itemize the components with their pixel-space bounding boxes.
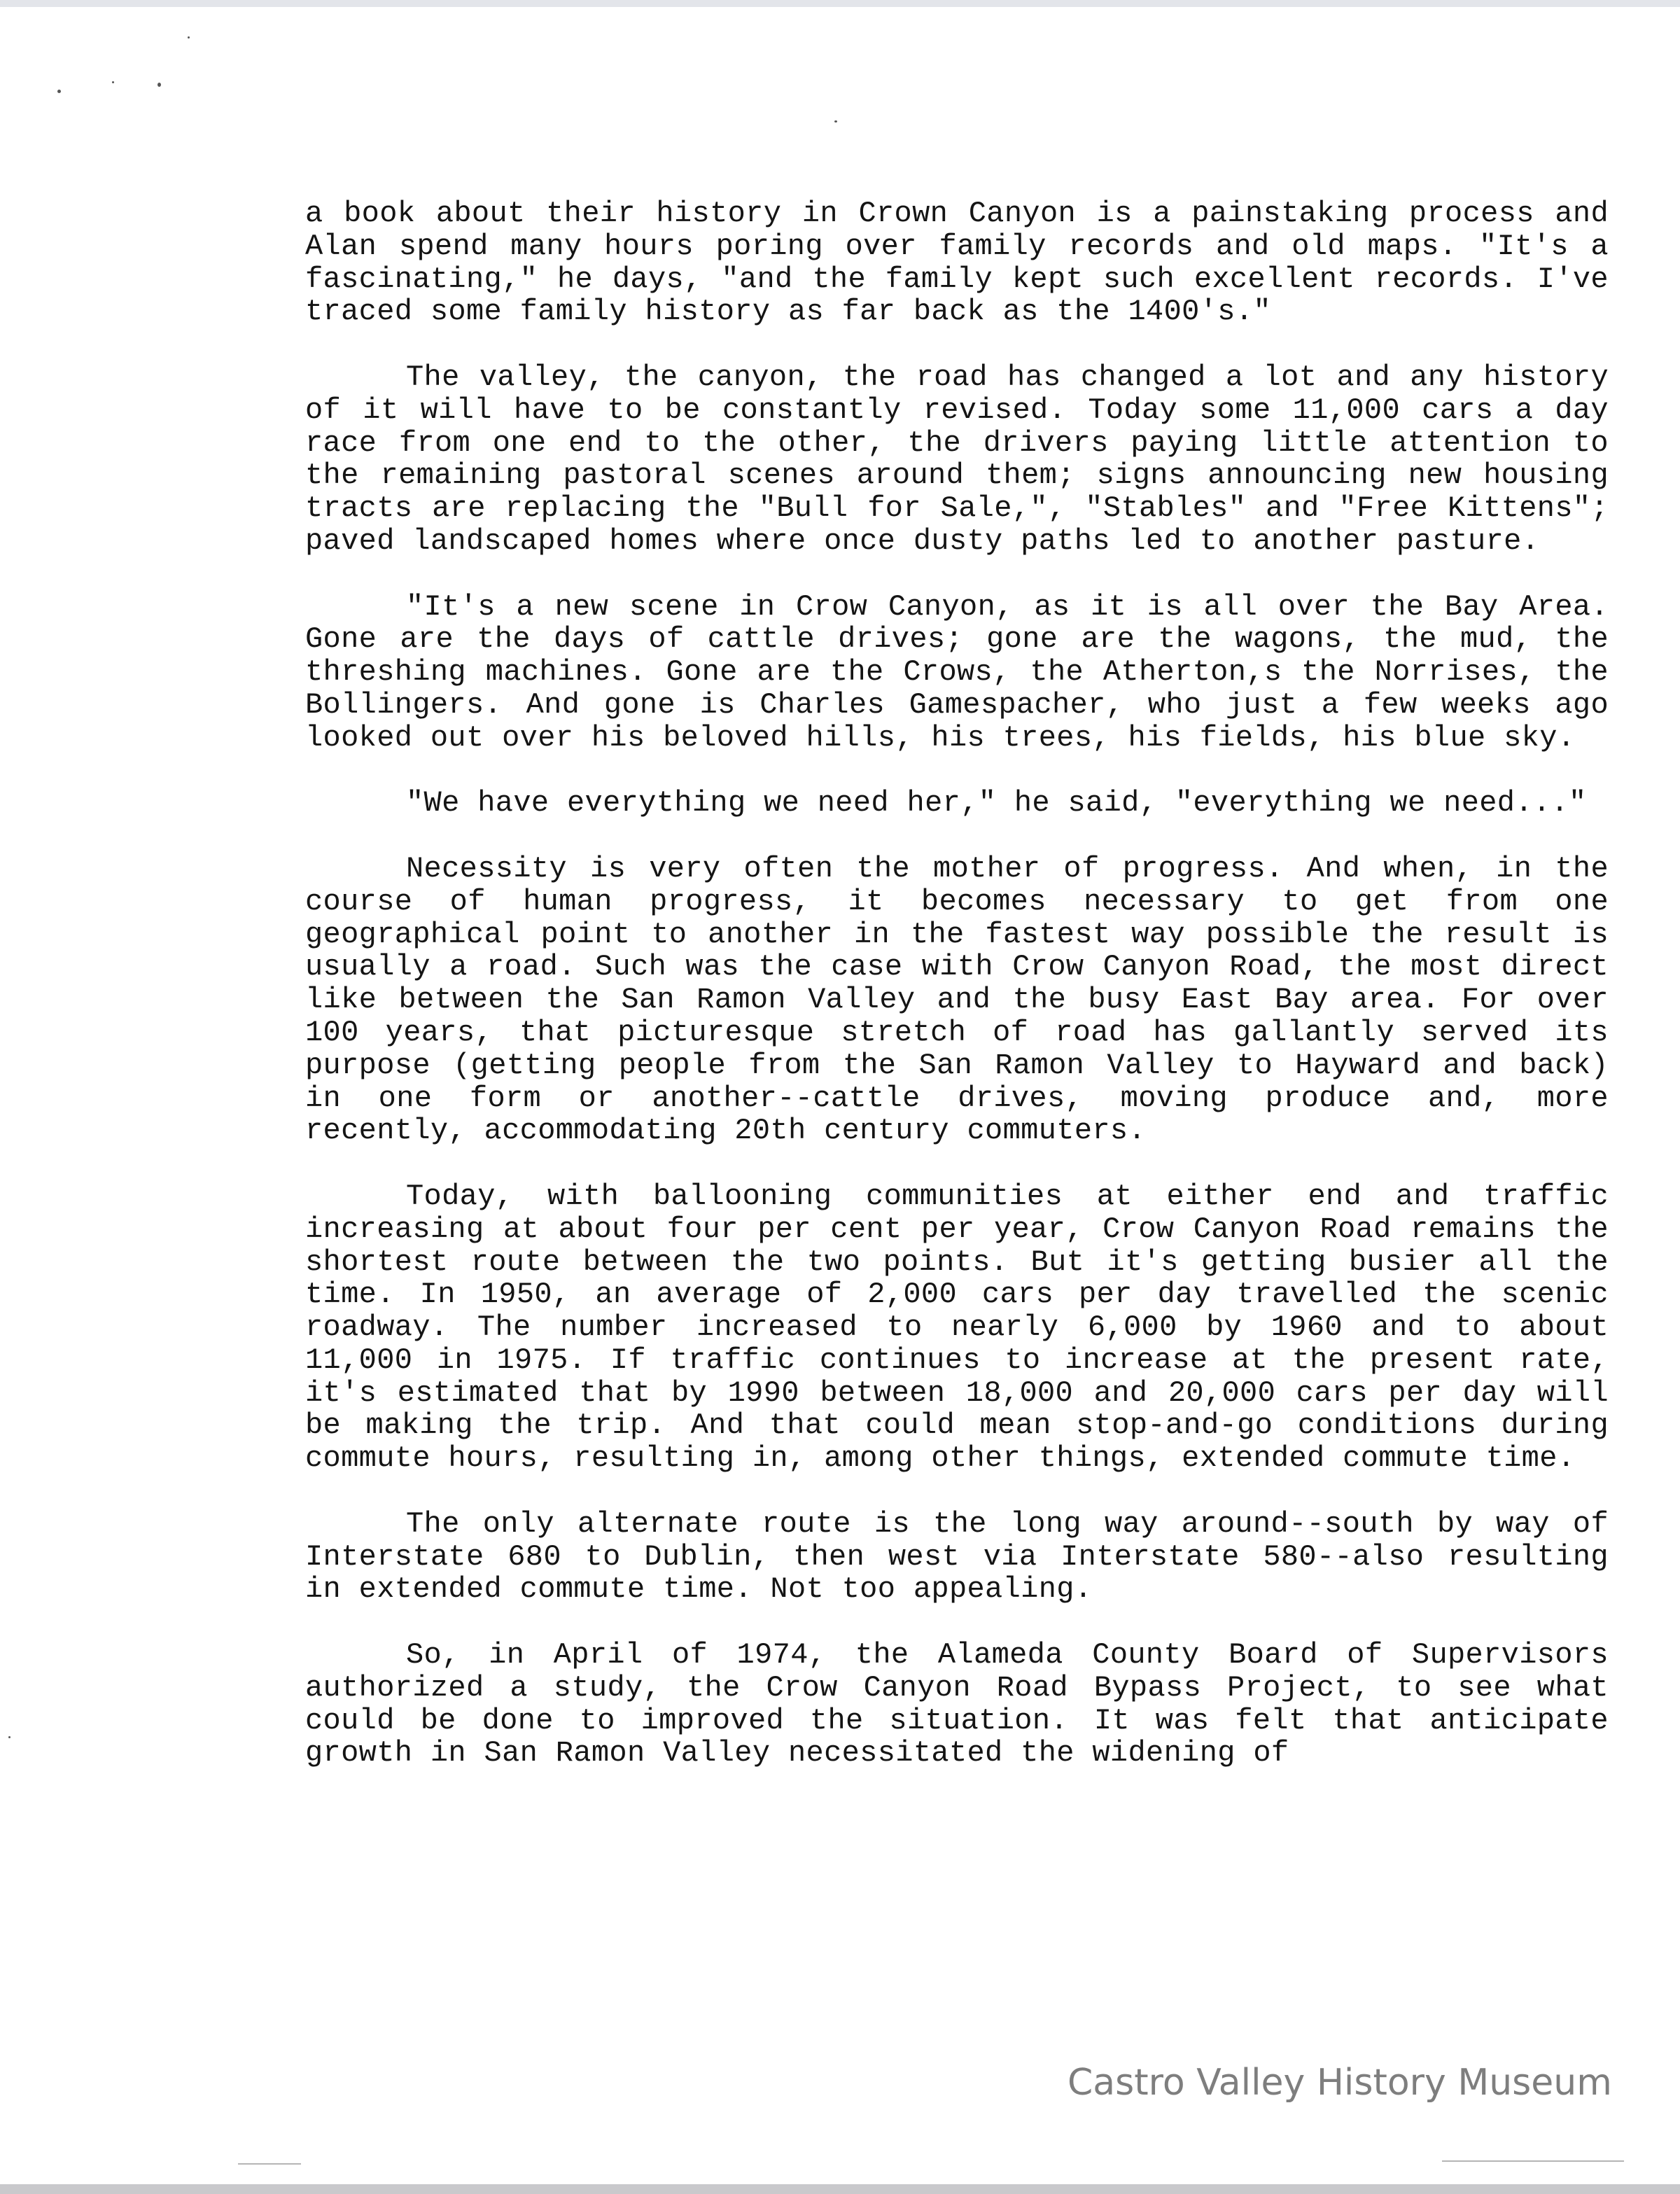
- paragraph-7: The only alternate route is the long way around--south by way of Interstate 680 to Dublin, then west via Interstate 580--also resulting in extended commute time. Not too appealing.: [305, 1507, 1609, 1607]
- scan-speck: [188, 36, 190, 39]
- scan-top-edge: [0, 0, 1680, 7]
- museum-watermark: Castro Valley History Museum: [1068, 2062, 1612, 2104]
- paragraph-8: So, in April of 1974, the Alameda County Board of Supervisors authorized a study, the Crow Canyon Road Bypass Project, to see what could be done to improved the situation. It was felt that anticipate growth in San Ramon Valley necessitated the widening of: [305, 1638, 1609, 1770]
- scan-speck: [158, 83, 161, 87]
- paragraph-6: Today, with ballooning communities at either end and traffic increasing at about four per cent per year, Crow Canyon Road remains the shortest route between the two points. But it's getting busier all the time. In 1950, an average of 2,000 cars per day travelled the scenic roadway. The number increased to nearly 6,000 by 1960 and to about 11,000 in 1975. If traffic continues to increase at the present rate, it's estimated that by 1990 between 18,000 and 20,000 cars per day will be making the trip. And that could mean stop-and-go conditions during commute hours, resulting in, among other things, extended commute time.: [305, 1179, 1609, 1476]
- paragraph-2: The valley, the canyon, the road has changed a lot and any history of it will have to be constantly revised. Today some 11,000 cars a day race from one end to the other, the drivers paying little attention to the remaining pastoral scenes around them; signs announcing new housing tracts are replacing the "Bull for Sale,", "Stables" and "Free Kittens"; paved landscaped homes where once dusty paths led to another pasture.: [305, 360, 1609, 558]
- scan-speck: [57, 90, 61, 93]
- scan-speck: [834, 120, 837, 123]
- paragraph-5: Necessity is very often the mother of progress. And when, in the course of human progress, it becomes necessary to get from one geographical point to another in the fastest way possible the result is usually a road. Such was the case with Crow Canyon Road, the most direct like between the San Ramon Valley and the busy East Bay area. For over 100 years, that picturesque stretch of road has gallantly served its purpose (getting people from the San Ramon Valley to Hayward and back) in one form or another--cattle drives, moving produce and, more recently, accommodating 20th century commuters.: [305, 851, 1609, 1148]
- scan-speck: [112, 81, 114, 83]
- scan-bottom-edge: [0, 2184, 1680, 2194]
- paragraph-4: "We have everything we need her," he said, "everything we need...": [406, 786, 1587, 820]
- paragraph-1: a book about their history in Crown Canyon is a painstaking process and Alan spend many hours poring over family records and old maps. "It's a fascinating," he days, "and the family kept such excellent records. I've traced some family history as far back as the 1400's.": [305, 197, 1609, 329]
- scan-artifact-line: [1442, 2160, 1624, 2162]
- scan-artifact-line: [238, 2163, 301, 2165]
- document-body: [305, 197, 1609, 1803]
- scan-speck: [8, 1736, 10, 1738]
- paragraph-3: "It's a new scene in Crow Canyon, as it is all over the Bay Area. Gone are the days of cattle drives; gone are the wagons, the mud, the threshing machines. Gone are the Crows, the Atherton,s the Norrises, the Bollingers. And gone is Charles Gamespacher, who just a few weeks ago looked out over his beloved hills, his trees, his fields, his blue sky.: [305, 589, 1609, 755]
